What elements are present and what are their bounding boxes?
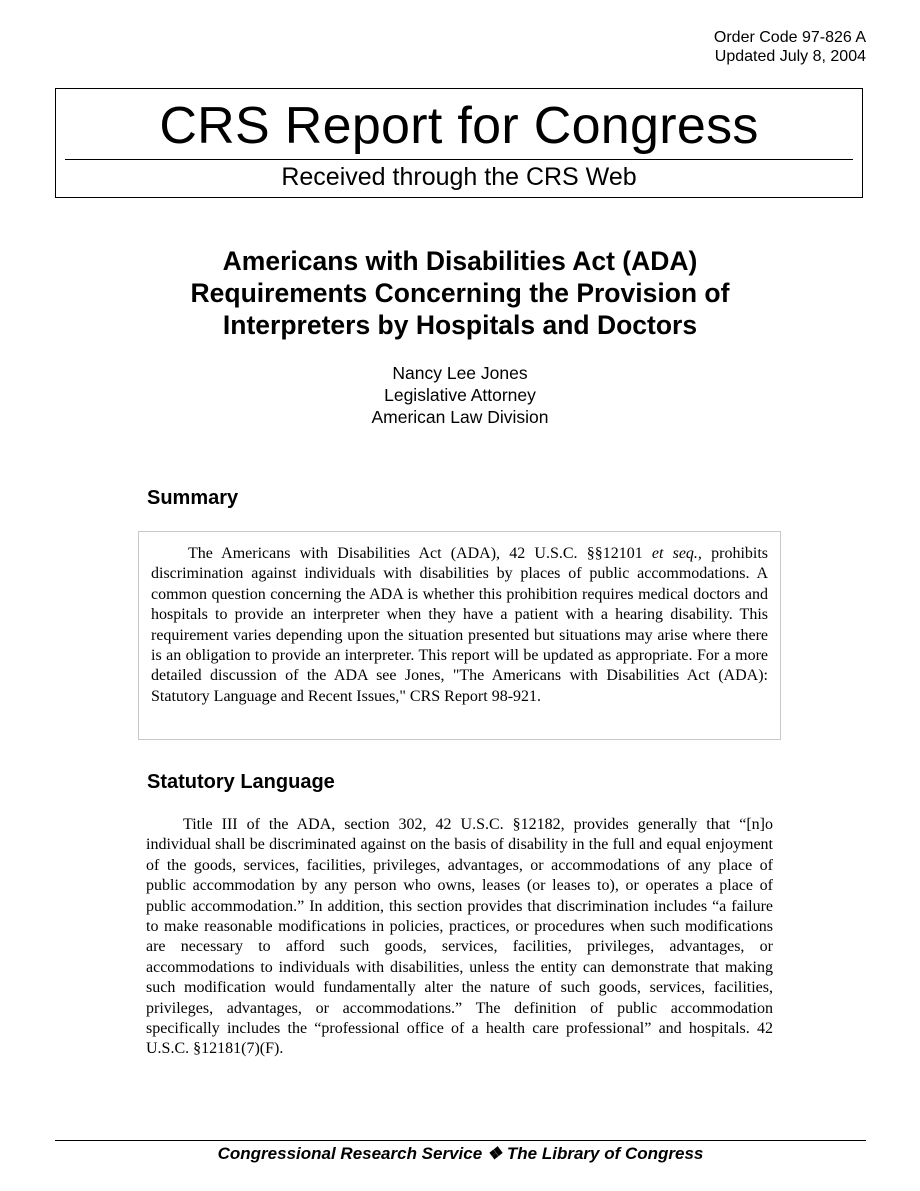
- footer-divider: [55, 1140, 866, 1141]
- banner-title: CRS Report for Congress: [159, 97, 759, 155]
- author-position: Legislative Attorney: [384, 385, 536, 405]
- summary-heading: Summary: [147, 487, 239, 509]
- crs-banner: [55, 88, 863, 198]
- author-name: Nancy Lee Jones: [392, 363, 528, 383]
- order-code-block: [714, 28, 866, 66]
- statutory-heading: Statutory Language: [147, 771, 335, 793]
- report-title: [90, 245, 830, 341]
- summary-text-end: prohibits discrimination against individuals with disabilities by places of public accommodations. A common question concerning the ADA is whether this prohibition requires medical doctors and hospitals to provide an interpreter when they have a patient with a hearing disability. This requirement varies depending upon the situation presented but situations may arise where there is an obligation to provide an interpreter. This report will be updated as appropriate. For a more detailed discussion of the ADA see Jones, "The Americans with Disabilities Act (ADA): Statutory Language and Recent Issues," CRS Report 98-921.: [151, 545, 769, 705]
- summary-text-start: The Americans with Disabilities Act (ADA), 42 U.S.C. §§12101: [188, 545, 652, 562]
- footer-org: Congressional Research Service: [217, 1144, 483, 1163]
- report-title-line: Requirements Concerning the Provision of: [190, 278, 730, 308]
- summary-italic-text: et seq.,: [651, 545, 702, 562]
- footer-separator-icon: ❖: [486, 1144, 503, 1163]
- summary-box: [138, 531, 781, 740]
- banner-subtitle: Received through the CRS Web: [281, 163, 637, 191]
- report-title-line: Interpreters by Hospitals and Doctors: [222, 310, 698, 340]
- summary-paragraph: [151, 544, 768, 707]
- order-code: Order Code 97-826 A: [713, 29, 866, 46]
- author-block: [260, 362, 660, 428]
- statutory-paragraph: Title III of the ADA, section 302, 42 U.S.C. §12182, provides generally that “[n]o individual shall be discriminated against on the basis of disability in the full and equal enjoyment of the goods, services, facilities, privileges, advantages, or accommodations of any place of public accommodation by any person who owns, leases (or leases to), or operates a place of public accommodation.” In addition, this section provides that discrimination includes “a failure to make reasonable modifications in policies, practices, or procedures when such modifications are necessary to afford such goods, services, facilities, privileges, advantages, or accommodations to individuals with disabilities, unless the entity can demonstrate that making such modification would fundamentally alter the nature of such goods, services, facilities, privileges, advantages, or accommodations.” The definition of public accommodation specifically includes the “professional office of a health care professional” and hospitals. 42 U.S.C. §12181(7)(F).: [146, 816, 773, 1058]
- footer: [55, 1143, 866, 1165]
- updated-date: Updated July 8, 2004: [714, 48, 866, 65]
- banner-divider: [65, 159, 853, 160]
- footer-library: The Library of Congress: [506, 1144, 704, 1163]
- report-title-line: Americans with Disabilities Act (ADA): [222, 246, 698, 276]
- author-division: American Law Division: [371, 407, 549, 427]
